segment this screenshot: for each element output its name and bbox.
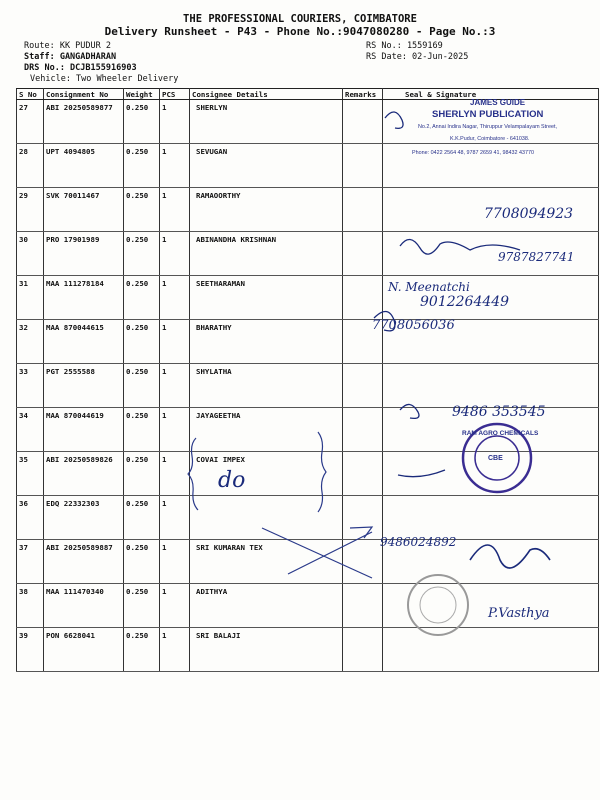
row-pcs: 1 [160, 232, 190, 276]
handwritten-do: do [218, 468, 246, 493]
row-consignee: ABINANDHA KRISHNAN [190, 232, 343, 276]
row-sno: 29 [17, 188, 44, 232]
stamp-line: K.K.Pudur, Coimbatore - 641038. [450, 136, 530, 142]
row-pcs: 1 [160, 276, 190, 320]
row-consignee: RAMAOORTHY [190, 188, 343, 232]
row-consignee: JAYAGEETHA [190, 408, 343, 452]
row-weight: 0.250 [124, 452, 160, 496]
faint-seal [408, 575, 468, 635]
row-sno: 27 [17, 100, 44, 144]
row-sno: 30 [17, 232, 44, 276]
col-sno: S No [17, 89, 44, 100]
stamp-line: RAM AGRO CHEMICALS [462, 430, 539, 437]
row-weight: 0.250 [124, 628, 160, 672]
row-consignee: BHARATHY [190, 320, 343, 364]
row-weight: 0.250 [124, 584, 160, 628]
handwritten-phone: 9486 353545 [452, 404, 546, 420]
cross-line [288, 532, 372, 574]
rs-date: RS Date: 02-Jun-2025 [366, 52, 469, 62]
row-consignee: SEETHARAMAN [190, 276, 343, 320]
row-pcs: 1 [160, 144, 190, 188]
handwritten-signature: P.Vasthya [488, 606, 550, 621]
row-sno: 38 [17, 584, 44, 628]
row-consignment: PGT 2555588 [44, 364, 124, 408]
row-weight: 0.250 [124, 100, 160, 144]
row-pcs: 1 [160, 188, 190, 232]
handwritten-phone: 9486024892 [380, 535, 457, 549]
arrow-head [350, 527, 372, 538]
col-consignee: Consignee Details [190, 89, 343, 100]
row-sno: 32 [17, 320, 44, 364]
row-consignment: MAA 111278184 [44, 276, 124, 320]
row-pcs: 1 [160, 584, 190, 628]
row-weight: 0.250 [124, 408, 160, 452]
row-sno: 37 [17, 540, 44, 584]
row-sno: 35 [17, 452, 44, 496]
row-weight: 0.250 [124, 320, 160, 364]
row-weight: 0.250 [124, 496, 160, 540]
row-pcs: 1 [160, 364, 190, 408]
col-remarks: Remarks [343, 89, 383, 100]
row-consignment: SVK 70011467 [44, 188, 124, 232]
row-sno: 34 [17, 408, 44, 452]
row-weight: 0.250 [124, 364, 160, 408]
row-consignee: SEVUGAN [190, 144, 343, 188]
brace-mark-right [318, 432, 326, 512]
handwritten-name: N. Meenatchi [388, 280, 470, 294]
row-consignment: MAA 870044615 [44, 320, 124, 364]
row-weight: 0.250 [124, 144, 160, 188]
row-weight: 0.250 [124, 232, 160, 276]
stamp-line: JAMES GUIDE [470, 98, 526, 107]
row-sno: 31 [17, 276, 44, 320]
row-sno: 39 [17, 628, 44, 672]
handwritten-phone: 7708056036 [372, 318, 455, 333]
row-consignment: ABI 20250589877 [44, 100, 124, 144]
row-consignment: MAA 111470340 [44, 584, 124, 628]
brace-mark [188, 438, 198, 510]
row-consignment: ABI 20250589826 [44, 452, 124, 496]
rs-number: RS No.: 1559169 [366, 41, 443, 51]
row-weight: 0.250 [124, 540, 160, 584]
col-pcs: PCS [160, 89, 190, 100]
row-consignment: PON 6628041 [44, 628, 124, 672]
row-consignee: SRI BALAJI [190, 628, 343, 672]
vehicle-label: Vehicle: Two Wheeler Delivery [30, 74, 179, 84]
row-weight: 0.250 [124, 276, 160, 320]
row-pcs: 1 [160, 408, 190, 452]
row-consignment: UPT 4094805 [44, 144, 124, 188]
route-label: Route: KK PUDUR 2 [24, 41, 111, 51]
handwritten-phone: 7708094923 [484, 206, 574, 222]
row-pcs: 1 [160, 540, 190, 584]
row-weight: 0.250 [124, 188, 160, 232]
row-consignee: SHERLYN [190, 100, 343, 144]
row-consignment: EDQ 22332303 [44, 496, 124, 540]
row-pcs: 1 [160, 100, 190, 144]
cross-line [262, 528, 372, 578]
row-sno: 28 [17, 144, 44, 188]
row-pcs: 1 [160, 496, 190, 540]
row-pcs: 1 [160, 452, 190, 496]
drs-number: DRS No.: DCJB155916903 [24, 63, 137, 73]
row-sno: 33 [17, 364, 44, 408]
runsheet-subtitle: Delivery Runsheet - P43 - Phone No.:9047080280 - Page No.:3 [104, 25, 496, 38]
col-signature: Seal & Signature [383, 89, 599, 100]
row-sno: 36 [17, 496, 44, 540]
row-consignee: ADITHYA [190, 584, 343, 628]
handwritten-phone: 9787827741 [498, 250, 575, 264]
row-consignment: PRO 17901989 [44, 232, 124, 276]
row-consignee: SHYLATHA [190, 364, 343, 408]
stamp-line: No.2, Annai Indira Nagar, Thiruppur Velampalayam Street, [418, 124, 557, 130]
row-consignee: SRI KUMARAN TEX [190, 540, 343, 584]
stamp-line: Phone: 0422 2564 48, 9787 2659 41, 98432 43770 [412, 150, 535, 156]
handwritten-phone: 9012264449 [420, 294, 510, 310]
stamp-line: SHERLYN PUBLICATION [432, 109, 544, 120]
stamp-line: CBE [488, 455, 503, 462]
row-consignment: ABI 20250589887 [44, 540, 124, 584]
staff-label: Staff: GANGADHARAN [24, 52, 117, 62]
col-weight: Weight [124, 89, 160, 100]
row-pcs: 1 [160, 320, 190, 364]
company-title: THE PROFESSIONAL COURIERS, COIMBATORE [183, 13, 417, 25]
row-consignee: COVAI IMPEX [190, 452, 343, 496]
col-consignment: Consignment No [44, 89, 124, 100]
row-pcs: 1 [160, 628, 190, 672]
row-consignment: MAA 870044619 [44, 408, 124, 452]
